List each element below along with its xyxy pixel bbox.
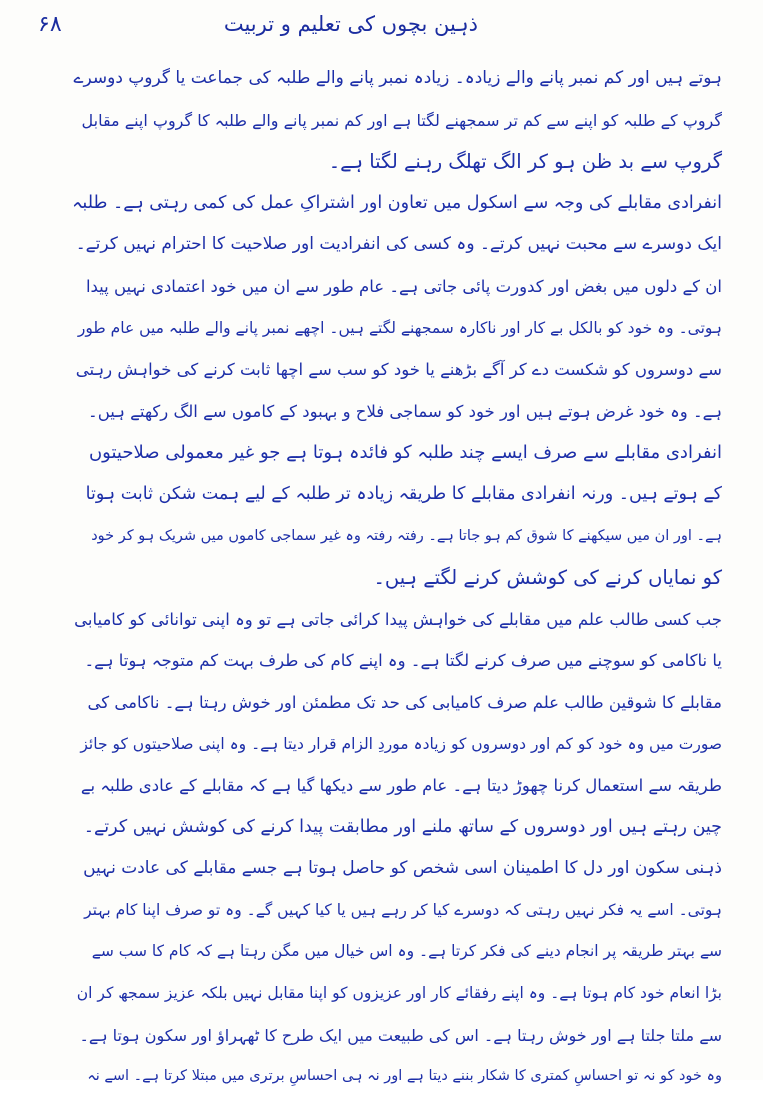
page-number: ۶۸	[38, 12, 62, 37]
text-line: وہ خود کو نہ تو احساسِ کمتری کا شکار بننے دیتا ہے اور نہ ہی احساسِ برتری میں مبتلا کرتا ہے۔ اسے نہ	[87, 1068, 722, 1085]
text-line: کے ہوتے ہیں۔ ورنہ انفرادی مقابلے کا طریقہ زیادہ تر طلبہ کے لیے ہمت شکن ثابت ہوتا	[85, 483, 722, 504]
text-line: انفرادی مقابلے کی وجہ سے اسکول میں تعاون اور اشتراکِ عمل کی کمی رہتی ہے۔ طلبہ	[72, 192, 722, 213]
running-title: ذہین بچوں کی تعلیم و تربیت	[223, 12, 478, 36]
paragraph	[72, 848, 722, 1098]
text-line: ہے۔ وہ خود غرض ہوتے ہیں اور خود کو سماجی فلاح و بہبود کے کاموں سے الگ رکھتے ہیں۔	[88, 401, 722, 421]
text-line: سے دوسروں کو شکست دے کر آگے بڑھنے یا خود کو سب سے اچھا ثابت کرنے کی خواہش رہتی	[75, 360, 722, 380]
text-line: ان کے دلوں میں بغض اور کدورت پائی جاتی ہے۔ عام طور سے ان میں خود اعتمادی نہیں پیدا	[85, 276, 722, 296]
page-header	[0, 8, 763, 48]
paragraph	[72, 432, 722, 598]
text-line: انفرادی مقابلے سے صرف ایسے چند طلبہ کو فائدہ ہوتا ہے جو غیر معمولی صلاحیتوں	[88, 442, 722, 464]
text-line: ہوتے ہیں اور کم نمبر پانے والے زیادہ۔ زیادہ نمبر پانے والے طلبہ کی جماعت یا گروپ دوسرے	[73, 68, 722, 88]
text-line: بڑا انعام خود کام ہوتا ہے۔ وہ اپنے رفقائے کار اور عزیزوں کو اپنا مقابل نہیں بلکہ عزیز سمجھ کر ان	[76, 984, 722, 1003]
paragraph	[72, 58, 722, 183]
text-line: جب کسی طالب علم میں مقابلے کی خواہش پیدا کرائی جاتی ہے تو وہ اپنی توانائی کو کامیابی	[74, 609, 722, 629]
text-line: گروپ سے بد ظن ہو کر الگ تھلگ رہنے لگتا ہے۔	[328, 150, 722, 174]
text-line: ہوتی۔ وہ خود کو بالکل بے کار اور ناکارہ سمجھنے لگتے ہیں۔ اچھے نمبر پانے والے طلبہ میں عام طور	[77, 318, 722, 337]
text-line: گروپ کے طلبہ کو اپنے سے کم تر سمجھنے لگتا ہے اور کم نمبر پانے والے طلبہ کا گروپ اپنے مقابل	[81, 110, 722, 130]
text-line: سے ملتا جلتا ہے اور خوش رہتا ہے۔ اس کی طبیعت میں ایک طرح کا ٹھہراؤ اور سکون ہوتا ہے۔	[79, 1025, 722, 1045]
body-text	[72, 58, 722, 1098]
text-line: یا ناکامی کو سوچنے میں صرف کرنے لگتا ہے۔ وہ اپنے کام کی طرف بہت کم متوجہ ہوتا ہے۔	[84, 651, 722, 671]
text-line: ہوتی۔ اسے یہ فکر نہیں رہتی کہ دوسرے کیا کر رہے ہیں یا کیا کہیں گے۔ وہ تو صرف اپنا کام بہتر	[84, 900, 722, 919]
text-line: سے بہتر طریقہ پر انجام دینے کی فکر کرتا ہے۔ وہ اس خیال میں مگن رہتا ہے کہ کام کا سب سے	[91, 942, 722, 961]
paragraph	[72, 599, 722, 849]
text-line: ایک دوسرے سے محبت نہیں کرتے۔ وہ کسی کی انفرادیت اور صلاحیت کا احترام نہیں کرتے۔	[75, 234, 722, 255]
text-line: ذہنی سکون اور دل کا اطمینان اسی شخص کو حاصل ہوتا ہے جسے مقابلے کی عادت نہیں	[83, 858, 722, 879]
text-line: صورت میں وہ خود کو کم اور دوسروں کو زیادہ موردِ الزام قرار دیتا ہے۔ وہ اپنی صلاحیتوں کو جائز	[80, 734, 722, 753]
paragraph	[72, 183, 722, 433]
text-line: طریقہ سے استعمال کرنا چھوڑ دیتا ہے۔ عام طور سے دیکھا گیا ہے کہ مقابلے کے عادی طلبہ بے	[80, 776, 722, 796]
text-line: چین رہتے ہیں اور دوسروں کے ساتھ ملنے اور مطابقت پیدا کرنے کی کوشش نہیں کرتے۔	[83, 816, 722, 837]
text-line: کو نمایاں کرنے کی کوشش کرنے لگتے ہیں۔	[373, 566, 722, 590]
text-line: ہے۔ اور ان میں سیکھنے کا شوق کم ہو جاتا ہے۔ رفتہ رفتہ وہ غیر سماجی کاموں میں شریک ہو کر خود	[91, 527, 722, 544]
text-line: مقابلے کا شوقین طالب علم صرف کامیابی کی حد تک مطمئن اور خوش رہتا ہے۔ ناکامی کی	[87, 692, 722, 712]
